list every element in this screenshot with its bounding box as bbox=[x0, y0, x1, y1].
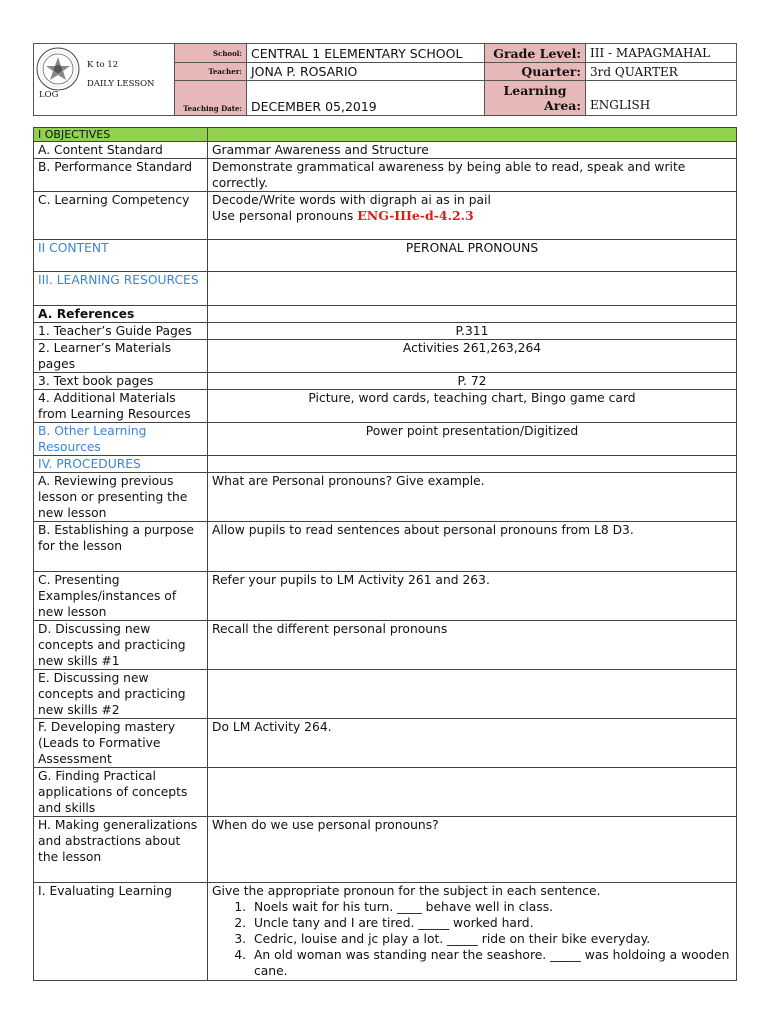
content-value: PERONAL PRONOUNS bbox=[208, 240, 737, 272]
content-standard-label: A. Content Standard bbox=[34, 142, 208, 159]
procedure-c-value: Refer your pupils to LM Activity 261 and 263. bbox=[208, 572, 737, 621]
objectives-row bbox=[34, 128, 737, 142]
evaluation-list bbox=[212, 899, 732, 979]
table-row bbox=[34, 572, 737, 621]
teachers-guide-label: 1. Teacher’s Guide Pages bbox=[34, 323, 208, 340]
learners-materials-value: Activities 261,263,264 bbox=[208, 340, 737, 373]
procedure-i-value: Give the appropriate pronoun for the subject in each sentence. 1. Noels wait for his turn. ____ behave well in class. 2. Uncle tany and I are tired. _____ worked hard. 3. Cedric, louise and jc play a lot. _____ ride on their bike everyday. 4. An old woman was standing near the seashore. _____ was holdoing a wooden cane. bbox=[208, 883, 737, 981]
lesson-table bbox=[33, 127, 737, 981]
logo-cell bbox=[34, 44, 175, 116]
learning-area-value: ENGLISH bbox=[586, 81, 737, 116]
learning-competency-label: C. Learning Competency bbox=[34, 192, 208, 240]
table-row bbox=[34, 456, 737, 473]
procedure-d-label: D. Discussing new concepts and practicing new skills #1 bbox=[34, 621, 208, 670]
list-item: 4. An old woman was standing near the seashore. _____ was holdoing a wooden cane. bbox=[250, 947, 732, 979]
textbook-value: P. 72 bbox=[208, 373, 737, 390]
learning-resources-heading: III. LEARNING RESOURCES bbox=[34, 272, 208, 306]
teacher-label: Teacher: bbox=[175, 63, 247, 81]
other-resources-value: Power point presentation/Digitized bbox=[208, 423, 737, 456]
grade-level-label: Grade Level: bbox=[485, 44, 586, 63]
procedure-a-value: What are Personal pronouns? Give example. bbox=[208, 473, 737, 522]
list-item: 2. Uncle tany and I are tired. _____ worked hard. bbox=[250, 915, 732, 931]
content-standard-value: Grammar Awareness and Structure bbox=[208, 142, 737, 159]
table-row bbox=[34, 240, 737, 272]
teachers-guide-value: P.311 bbox=[208, 323, 737, 340]
procedure-f-value: Do LM Activity 264. bbox=[208, 719, 737, 768]
content-heading: II CONTENT bbox=[34, 240, 208, 272]
procedure-b-value: Allow pupils to read sentences about personal pronouns from L8 D3. bbox=[208, 522, 737, 572]
performance-standard-value: Demonstrate grammatical awareness by being able to read, speak and write correctly. bbox=[208, 159, 737, 192]
learning-competency-value: Decode/Write words with digraph ai as in pail Use personal pronouns ENG-IIIe-d-4.2.3 bbox=[208, 192, 737, 240]
table-row bbox=[34, 621, 737, 670]
table-row bbox=[34, 142, 737, 159]
table-row bbox=[34, 323, 737, 340]
objectives-heading: I OBJECTIVES bbox=[34, 128, 208, 142]
teacher-value: JONA P. ROSARIO bbox=[247, 63, 485, 81]
teaching-date-label: Teaching Date: bbox=[175, 81, 247, 116]
procedure-e-value bbox=[208, 670, 737, 719]
table-row bbox=[34, 719, 737, 768]
competency-code: ENG-IIIe-d-4.2.3 bbox=[357, 208, 474, 223]
procedure-a-label: A. Reviewing previous lesson or presenting the new lesson bbox=[34, 473, 208, 522]
learning-area-label: Learning Area: bbox=[485, 81, 586, 116]
quarter-value: 3rd QUARTER bbox=[586, 63, 737, 81]
school-value: CENTRAL 1 ELEMENTARY SCHOOL bbox=[247, 44, 485, 63]
procedure-c-label: C. Presenting Examples/instances of new lesson bbox=[34, 572, 208, 621]
procedure-d-value: Recall the different personal pronouns bbox=[208, 621, 737, 670]
procedure-e-label: E. Discussing new concepts and practicing new skills #2 bbox=[34, 670, 208, 719]
procedures-heading: IV. PROCEDURES bbox=[34, 456, 208, 473]
table-row bbox=[34, 373, 737, 390]
table-row bbox=[34, 192, 737, 240]
procedure-b-label: B. Establishing a purpose for the lesson bbox=[34, 522, 208, 572]
table-row bbox=[34, 390, 737, 423]
teaching-date-value: DECEMBER 05,2019 bbox=[247, 81, 485, 116]
table-row bbox=[34, 306, 737, 323]
procedure-i-label: I. Evaluating Learning bbox=[34, 883, 208, 981]
learners-materials-label: 2. Learner’s Materials pages bbox=[34, 340, 208, 373]
header-table bbox=[33, 43, 737, 116]
school-label: School: bbox=[175, 44, 247, 63]
other-resources-label: B. Other Learning Resources bbox=[34, 423, 208, 456]
procedure-h-label: H. Making generalizations and abstractions about the lesson bbox=[34, 817, 208, 883]
table-row bbox=[34, 423, 737, 456]
procedure-f-label: F. Developing mastery (Leads to Formative Assessment bbox=[34, 719, 208, 768]
references-heading: A. References bbox=[34, 306, 208, 323]
table-row bbox=[34, 340, 737, 373]
procedure-g-value bbox=[208, 768, 737, 817]
procedure-h-value: When do we use personal pronouns? bbox=[208, 817, 737, 883]
table-row bbox=[34, 817, 737, 883]
table-row bbox=[34, 768, 737, 817]
additional-materials-label: 4. Additional Materials from Learning Resources bbox=[34, 390, 208, 423]
procedure-g-label: G. Finding Practical applications of concepts and skills bbox=[34, 768, 208, 817]
k-to-12-title: K to 12 DAILY LESSON bbox=[87, 60, 155, 89]
table-row bbox=[34, 670, 737, 719]
table-row bbox=[34, 159, 737, 192]
table-row bbox=[34, 883, 737, 981]
textbook-label: 3. Text book pages bbox=[34, 373, 208, 390]
table-row bbox=[34, 522, 737, 572]
log-label: LOG bbox=[39, 90, 59, 100]
quarter-label: Quarter: bbox=[485, 63, 586, 81]
deped-seal-icon bbox=[36, 47, 80, 91]
list-item: 1. Noels wait for his turn. ____ behave well in class. bbox=[250, 899, 732, 915]
table-row bbox=[34, 272, 737, 306]
table-row bbox=[34, 473, 737, 522]
additional-materials-value: Picture, word cards, teaching chart, Bingo game card bbox=[208, 390, 737, 423]
list-item: 3. Cedric, louise and jc play a lot. _____ ride on their bike everyday. bbox=[250, 931, 732, 947]
performance-standard-label: B. Performance Standard bbox=[34, 159, 208, 192]
grade-level-value: III - MAPAGMAHAL bbox=[586, 44, 737, 63]
